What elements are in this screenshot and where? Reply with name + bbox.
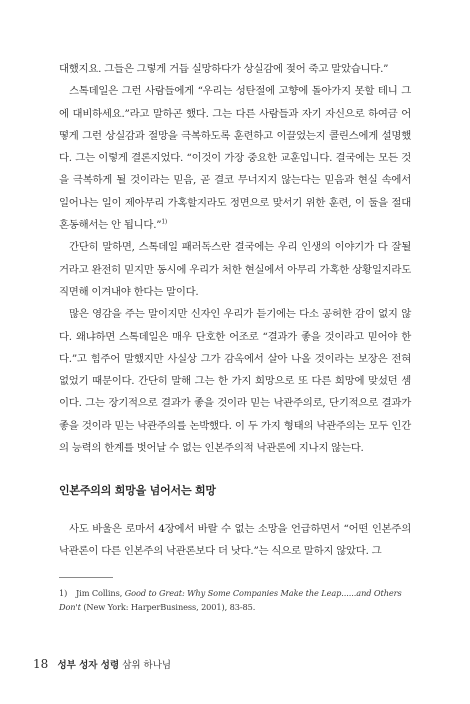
body-text [59, 58, 411, 459]
footnote-reference: 1) [161, 218, 167, 226]
footnote-book-title: Good to Great: Why Some Companies Make the Leap......and Others Don't [59, 588, 402, 612]
footnote-number: 1) [59, 588, 68, 598]
footnote-divider [59, 577, 113, 578]
footnote-author: Jim Collins, [76, 588, 123, 598]
running-title-rest: 삼위 하나님 [122, 660, 172, 671]
paragraph-3: 간단히 말하면, 스톡데일 패러독스란 결국에는 우리 인생의 이야기가 다 잘될 거라고 완전히 믿지만 동시에 우리가 처한 현실에서 아무리 가혹한 상황일지라도 직면해 이겨내야 한다는 말이다. [59, 241, 411, 298]
footnote-publisher: (New York: HarperBusiness, 2001), 83-85. [83, 601, 256, 612]
running-title-bold: 성부 성자 성령 [57, 660, 120, 671]
page-number: 18 [33, 657, 49, 671]
section-body [59, 518, 411, 563]
footnote [59, 587, 411, 614]
section-heading: 인본주의의 희망을 넘어서는 희망 [59, 484, 216, 497]
section-paragraph: 사도 바울은 로마서 4장에서 바랄 수 없는 소망을 언급하면서 “어떤 인본주의 낙관론이 다른 인본주의 낙관론보다 더 낫다.”는 식으로 말하지 않았다. 그 [59, 523, 411, 558]
paragraph-1: 대했지요. 그들은 그렇게 거듭 실망하다가 상실감에 젖어 죽고 말았습니다.” [59, 63, 389, 75]
paragraph-4: 많은 영감을 주는 말이지만 신자인 우리가 듣기에는 다소 공허한 감이 없지 않다. 왜냐하면 스톡데일은 매우 단호한 어조로 “결과가 좋을 것이라고 믿어야 한다.”고 힘주어 말했지만 사실상 그가 감옥에서 살아 나올 것이라는 보장은 전혀 없었기 때문이다. 간단히 말해 그는 한 가지 희망으로 또 다른 희망에 맞섰던 셈이다. 그는 장기적으로 결과가 좋을 것이라 믿는 낙관주의로, 단기적으로 결과가 좋을 것이라 믿는 낙관주의를 논박했다. 이 두 가지 형태의 낙관주의는 모두 인간의 능력의 한계를 벗어날 수 없는 인본주의적 낙관론에 지나지 않는다. [59, 308, 411, 455]
paragraph-2-text: 스톡데일은 그런 사람들에게 “우리는 성탄절에 고향에 돌아가지 못할 테니 그에 대비하세요.”라고 말하곤 했다. 그는 다른 사람들과 자기 자신으로 하여금 어떻게 그런 상실감과 절망을 극복하도록 훈련하고 이끌었는지 콜린스에게 설명했다. 그는 이렇게 결론지었다. “이것이 가장 중요한 교훈입니다. 결국에는 모든 것을 극복하게 될 것이라는 믿음, 곧 결코 무너지지 않는다는 믿음과 현실 속에서 일어나는 일이 제아무리 가혹할지라도 정면으로 맞서기 위한 훈련, 이 둘을 절대 혼동해서는 안 됩니다.” [59, 85, 411, 232]
running-title [57, 660, 171, 671]
page-footer [33, 657, 171, 671]
paragraph-2 [59, 80, 411, 236]
